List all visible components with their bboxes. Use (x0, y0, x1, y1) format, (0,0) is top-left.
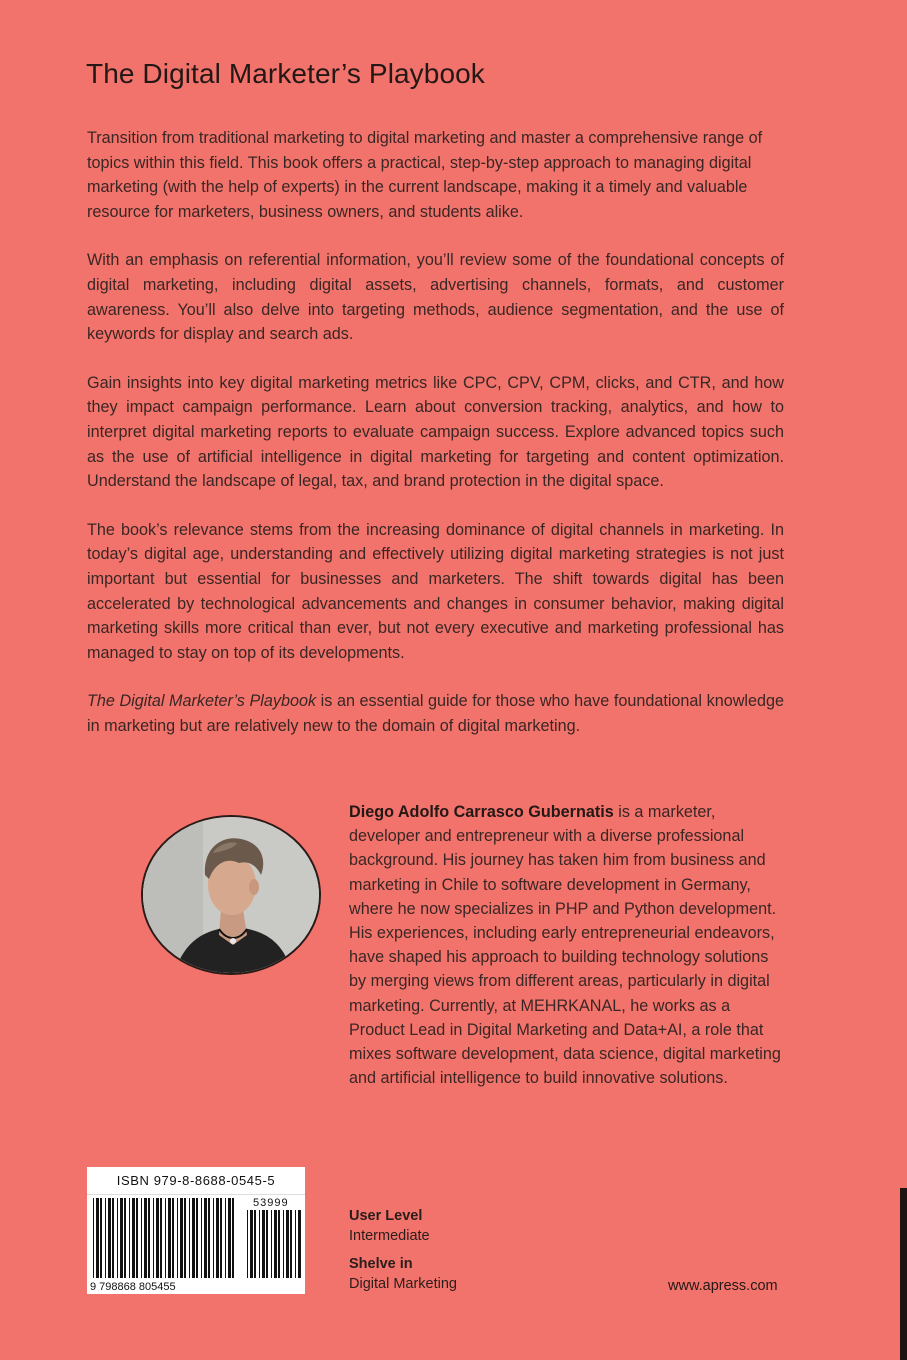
barcode-bar (124, 1198, 126, 1278)
closing-paragraph (87, 689, 784, 738)
barcode-bar (295, 1210, 296, 1278)
barcode-bar (208, 1198, 210, 1278)
barcode-bar (100, 1198, 102, 1278)
barcode-bar (262, 1210, 265, 1278)
closing-book-title: The Digital Marketer’s Playbook (87, 692, 317, 711)
barcode-bar (112, 1198, 114, 1278)
barcode-bar (108, 1198, 111, 1278)
barcode-bar (290, 1210, 292, 1278)
barcode-bar (254, 1210, 256, 1278)
barcode-bars-price (247, 1210, 301, 1278)
barcode-bar (283, 1210, 284, 1278)
description (87, 126, 784, 762)
barcode-bars-main (93, 1198, 234, 1278)
barcode-bar (117, 1198, 118, 1278)
user-level-label: User Level (349, 1208, 423, 1224)
barcode (87, 1194, 305, 1294)
barcode-bar (247, 1210, 248, 1278)
barcode-bar (201, 1198, 202, 1278)
author-photo (141, 815, 321, 975)
barcode-bar (132, 1198, 135, 1278)
barcode-bar (298, 1210, 301, 1278)
barcode-bar (228, 1198, 231, 1278)
barcode-bar (225, 1198, 226, 1278)
barcode-bar (184, 1198, 186, 1278)
barcode-bar (105, 1198, 106, 1278)
barcode-bar (192, 1198, 195, 1278)
barcode-bar (232, 1198, 234, 1278)
barcode-bar (259, 1210, 260, 1278)
author-name: Diego Adolfo Carrasco Gubernatis (349, 803, 614, 821)
paragraph: The book’s relevance stems from the increasing dominance of digital channels in marketing. In today’s digital age, understanding and effectively utilizing digital marketing strategies is not just important but essential for businesses and marketers. The shift towards digital has been accelerated by technological advancements and changes in consumer behavior, making digital marketing skills more critical than ever, but not every executive and marketing professional has managed to stay on top of its developments. (87, 520, 784, 662)
barcode-bar (172, 1198, 174, 1278)
barcode-bar (96, 1198, 99, 1278)
shelve-in-label: Shelve in (349, 1256, 413, 1272)
paragraph: With an emphasis on referential information, you’ll review some of the foundational concepts of digital marketing, including digital assets, advertising channels, formats, and customer awareness. You’ll also delve into targeting methods, audience segmentation, and the use of keywords for display and search ads. (87, 251, 784, 344)
barcode-bar (120, 1198, 123, 1278)
closing-text: is an essential guide for those who have foundational knowledge in marketing but are relatively new to the domain of digital marketing. (87, 692, 785, 735)
barcode-bar (189, 1198, 190, 1278)
paragraph: Transition from traditional marketing to digital marketing and master a comprehensive range of topics within this field. This book offers a practical, step-by-step approach to managing digital marketing (with the help of experts) in the current landscape, making it a timely and valuable resource for marketers, business owners, and students alike. (87, 129, 763, 221)
barcode-bar (266, 1210, 268, 1278)
isbn-label: ISBN 979-8-8688-0545-5 (87, 1167, 305, 1195)
author-portrait-icon (143, 817, 321, 975)
barcode-bar (136, 1198, 138, 1278)
publisher-website[interactable]: www.apress.com (668, 1278, 778, 1294)
price-code: 53999 (253, 1197, 289, 1209)
barcode-bar (278, 1210, 280, 1278)
book-title: The Digital Marketer’s Playbook (86, 58, 485, 89)
isbn-barcode-box (87, 1167, 305, 1294)
barcode-bar (196, 1198, 198, 1278)
barcode-bar (148, 1198, 150, 1278)
barcode-bar (220, 1198, 222, 1278)
paragraph: Gain insights into key digital marketing metrics like CPC, CPV, CPM, clicks, and CTR, and how they impact campaign performance. Learn about conversion tracking, analytics, and how to interpret digital marketing reports to evaluate campaign success. Explore advanced topics such as the use of artificial intelligence in digital marketing for targeting and content optimization. Understand the landscape of legal, tax, and brand protection in the digital space. (87, 373, 784, 491)
barcode-bar (165, 1198, 166, 1278)
spine-edge (900, 1188, 907, 1360)
barcode-bar (153, 1198, 154, 1278)
barcode-bar (271, 1210, 272, 1278)
barcode-bar (286, 1210, 289, 1278)
barcode-bar (141, 1198, 142, 1278)
barcode-bar (204, 1198, 207, 1278)
barcode-bar (216, 1198, 219, 1278)
barcode-bar (160, 1198, 162, 1278)
barcode-bar (93, 1198, 94, 1278)
author-bio (349, 800, 787, 1090)
shelve-in-value: Digital Marketing (349, 1276, 457, 1292)
barcode-number: 9 798868 805455 (90, 1281, 176, 1293)
user-level-value: Intermediate (349, 1228, 430, 1244)
book-meta (349, 1206, 457, 1302)
barcode-bar (144, 1198, 147, 1278)
barcode-bar (177, 1198, 178, 1278)
barcode-bar (168, 1198, 171, 1278)
author-bio-text: is a marketer, developer and entrepreneur with a diverse professional background. His journey has taken him from business and marketing in Chile to software development in Germany, where he now specializes in PHP and Python development. His experiences, including early entrepreneurial endeavors, have shaped his approach to building technology solutions by merging views from different areas, particularly in digital marketing. Currently, at MEHRKANAL, he works as a Product Lead in Digital Marketing and Data+AI, a role that mixes software development, data science, digital marketing and artificial intelligence to build innovative solutions. (349, 803, 781, 1088)
barcode-bar (180, 1198, 183, 1278)
barcode-bar (250, 1210, 253, 1278)
barcode-bar (274, 1210, 277, 1278)
barcode-bar (156, 1198, 159, 1278)
barcode-bar (213, 1198, 214, 1278)
barcode-bar (129, 1198, 130, 1278)
